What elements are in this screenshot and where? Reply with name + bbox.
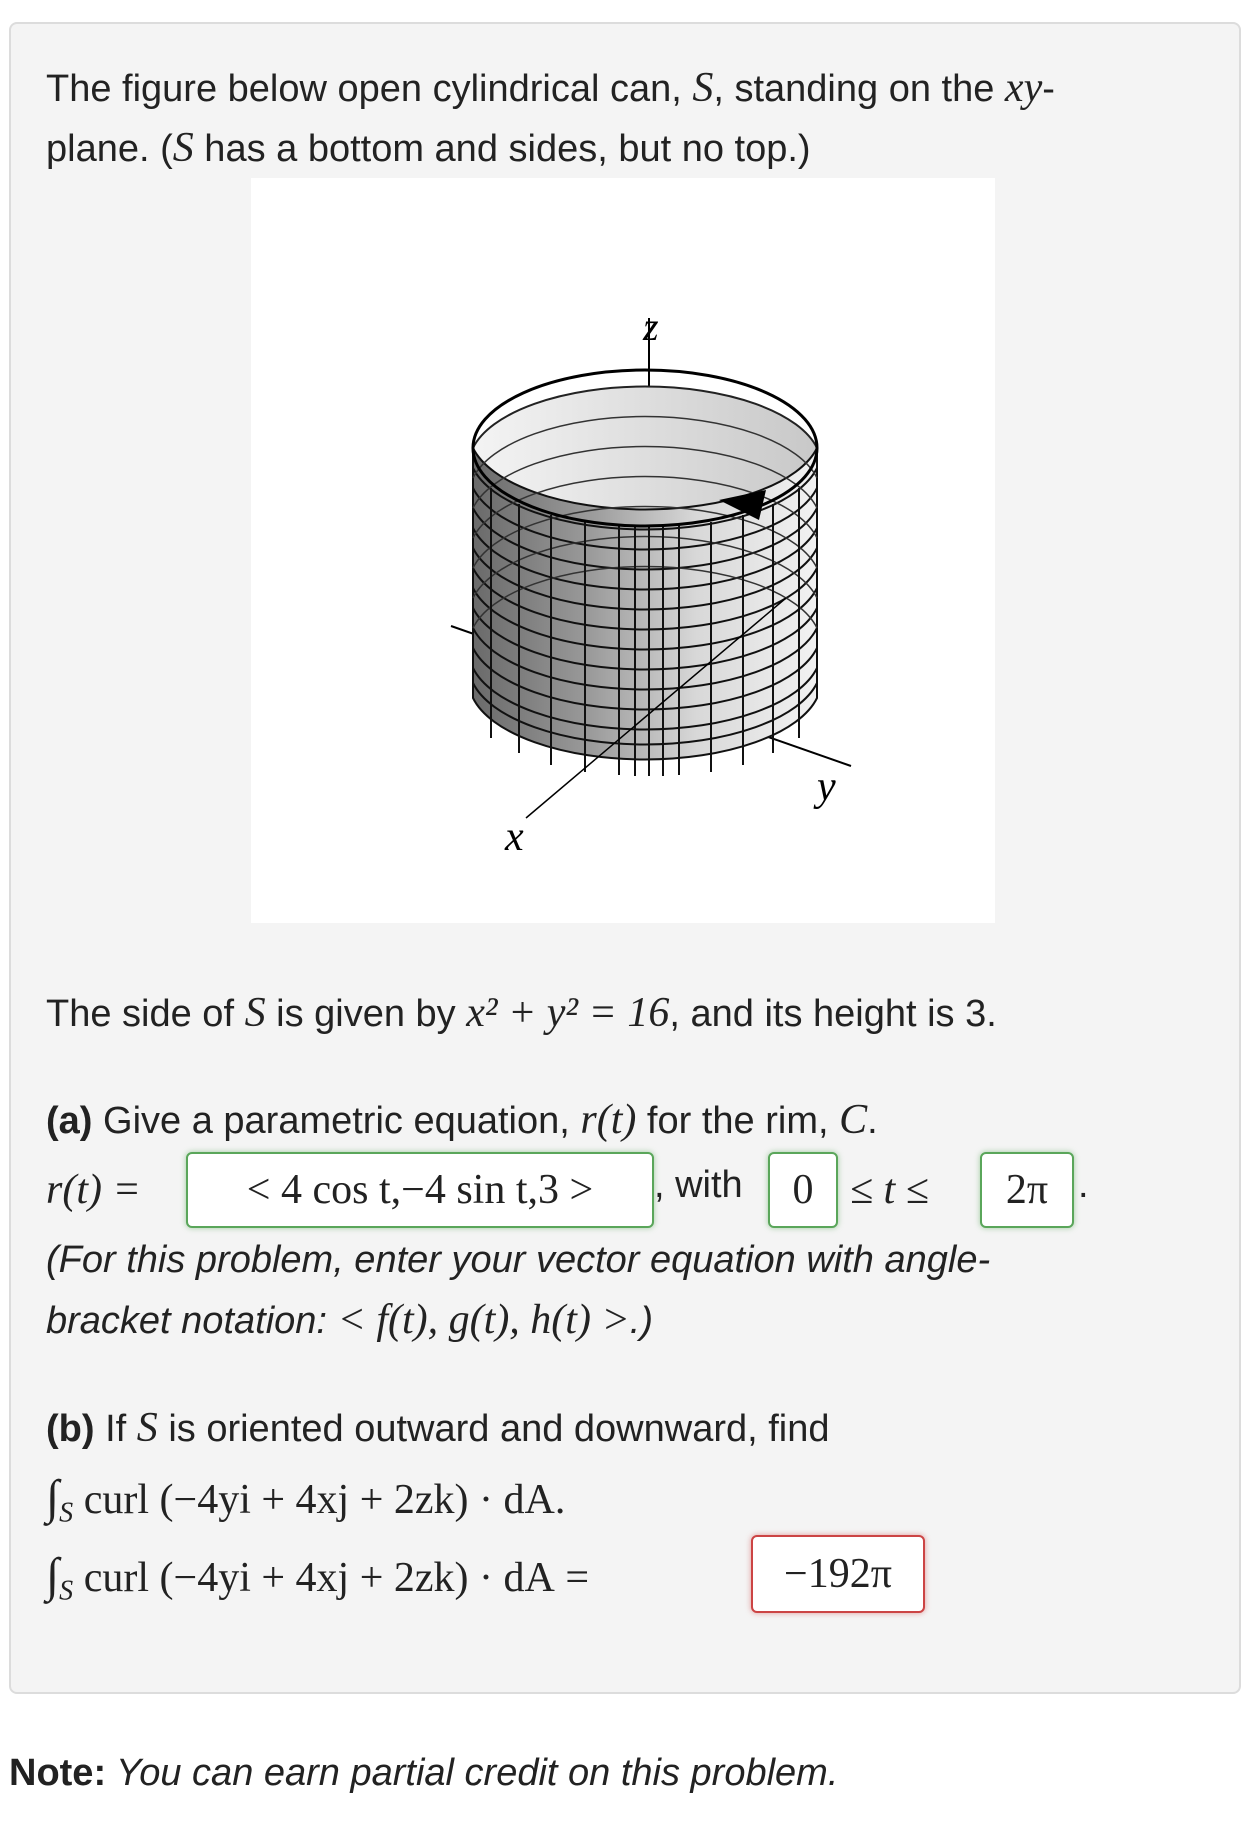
integral-answer-row: $\int_S$ curl (−4yi + 4xj + 2zk) · dA = <box>46 1549 590 1607</box>
partial-credit-note: Note: You can earn partial credit on this problem. <box>9 1752 839 1794</box>
answer-r-field[interactable]: < 4 cos t,−4 sin t,3 > <box>186 1152 654 1228</box>
hint-line-2: bracket notation: < f(t), g(t), h(t) >.) <box>46 1297 654 1343</box>
cylinder-illustration <box>251 178 995 923</box>
side-description: The side of S is given by x² + y² = 16, and its height is 3. <box>46 990 997 1036</box>
lower-bound-field[interactable]: 0 <box>768 1152 838 1228</box>
period-a: . <box>1078 1164 1089 1206</box>
integral-expression: $\int_S$ curl (−4yi + 4xj + 2zk) · dA. <box>46 1471 566 1529</box>
part-a-prompt: (a) Give a parametric equation, r(t) for the rim, C. <box>46 1097 878 1143</box>
intro-line-1: The figure below open cylindrical can, S, standing on the xy- <box>46 65 1055 111</box>
r-equals-label: r(t) = <box>46 1167 141 1213</box>
intro-line-2: plane. (S has a bottom and sides, but no top.) <box>46 125 811 171</box>
hint-line-1: (For this problem, enter your vector equation with angle- <box>46 1239 991 1281</box>
cylinder-figure <box>251 178 995 923</box>
x-axis-label: x <box>505 814 524 860</box>
integral-answer-field[interactable]: −192π <box>751 1535 925 1613</box>
inequality-label: ≤ t ≤ <box>850 1167 929 1213</box>
with-label: , with <box>654 1164 743 1206</box>
y-axis-label: y <box>817 764 836 810</box>
part-b-prompt: (b) If S is oriented outward and downward, find <box>46 1405 830 1451</box>
upper-bound-field[interactable]: 2π <box>980 1152 1074 1228</box>
z-axis-label: z <box>643 304 659 349</box>
